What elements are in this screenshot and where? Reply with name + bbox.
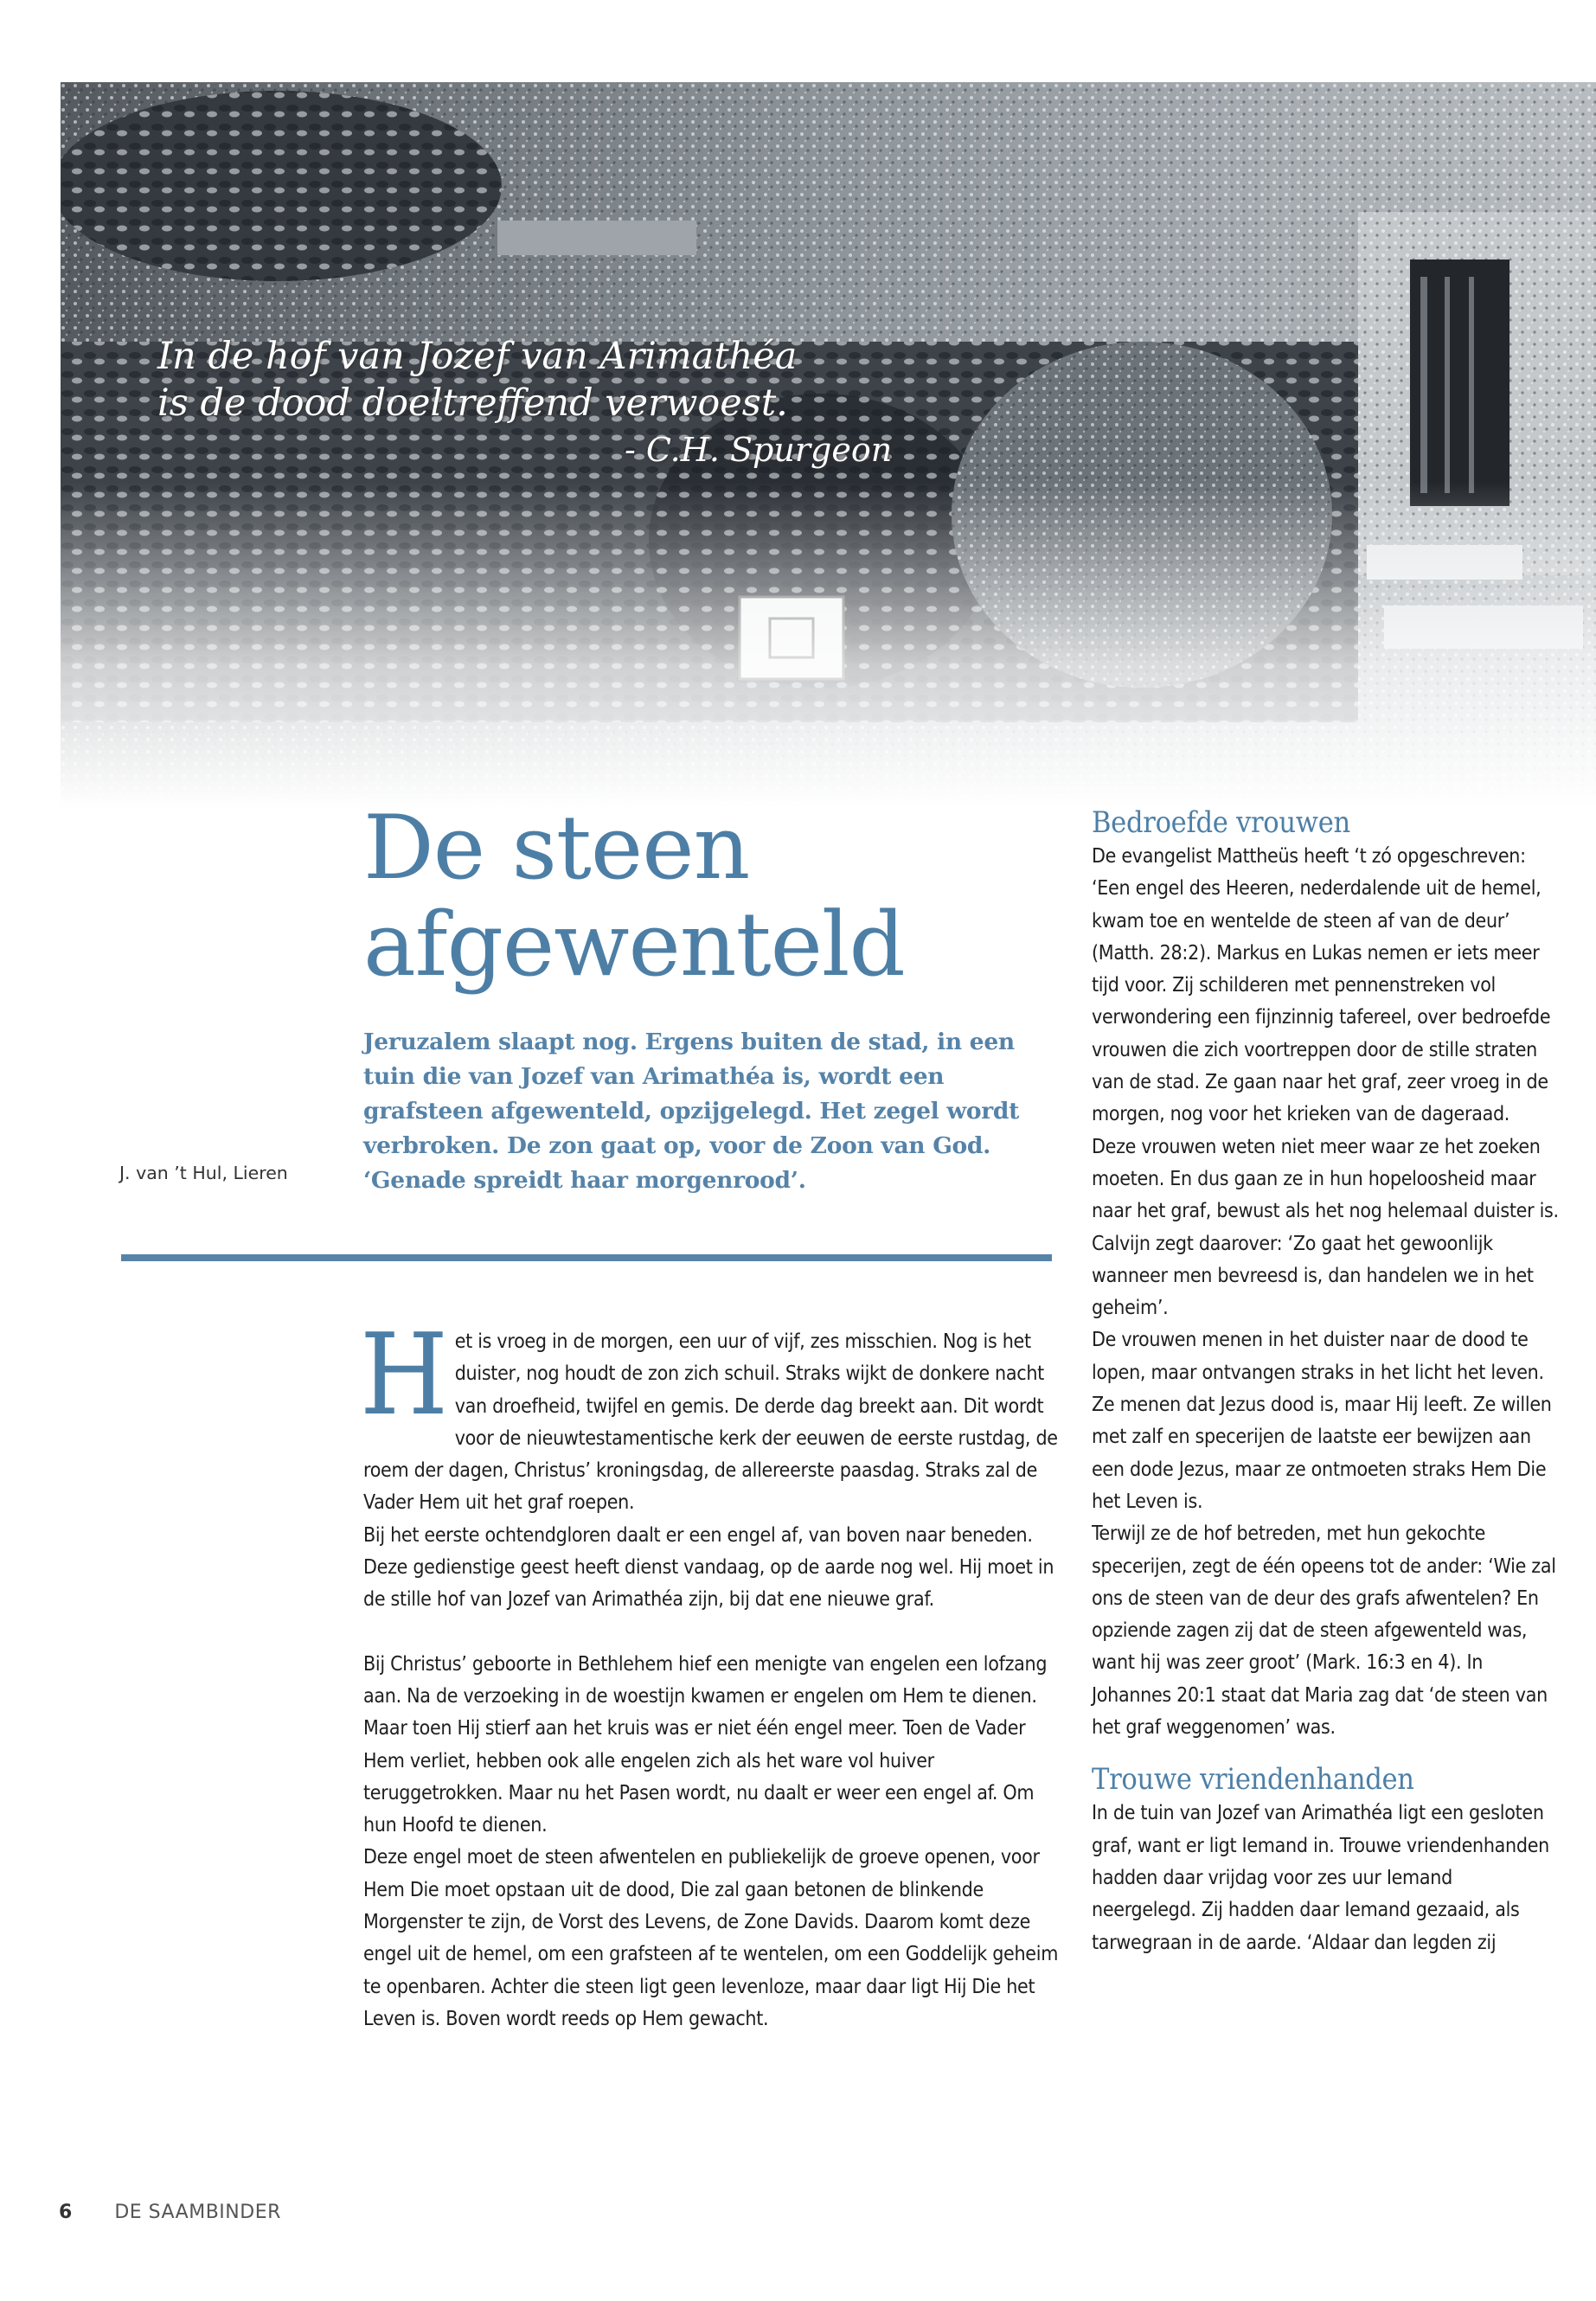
- quote-author: - C.H. Spurgeon: [625, 431, 893, 469]
- title-line-2: afgewenteld: [363, 894, 905, 997]
- subheading-trouwe-vriendenhanden: Trouwe vriendenhanden: [1092, 1762, 1414, 1798]
- header-quote: [157, 333, 936, 469]
- header-photo: [61, 82, 1596, 809]
- quote-line-2: is de dood doeltreffend verwoest.: [157, 381, 788, 425]
- body-paragraph: [360, 1309, 1064, 1520]
- body-paragraph: Bij Christus’ geboorte in Bethlehem hief een menigte van engelen een lofzang aan. Na de verzoeking in de woestijn kwamen er engelen om Hem te dienen. Maar toen Hij stierf aan het kruis was er niet één engel meer. Toen de Vader Hem verliet, hebben ook alle engelen zich als het ware vol huiver teruggetrokken. Maar nu het Pasen wordt, nu daalt er weer een engel af. Om hun Hoofd te dienen.: [363, 1652, 1048, 1837]
- subheading-bedroefde-vrouwen: Bedroefde vrouwen: [1092, 805, 1350, 840]
- article-lead: Jeruzalem slaapt nog. Ergens buiten de stad, in een tuin die van Jozef van Arimathéa is, wordt een grafsteen afgewenteld, opzijgelegd. Het zegel wordt verbroken. De zon gaat op, voor de Zoon van God. ‘Genade spreidt haar morgenrood’.: [363, 1029, 1020, 1194]
- title-line-1: De steen: [363, 797, 750, 900]
- article-title: [363, 797, 905, 997]
- paragraph-text: et is vroeg in de morgen, een uur of vijf, zes misschien. Nog is het duister, nog houdt de zon zich schuil. Straks wijkt de donkere nacht van droefheid, twijfel en gemis. De derde dag breekt aan. Dit wordt voor de nieuwtestamentische kerk der eeuwen de eerste rustdag, de roem der dagen, Christus’ kroningsdag, de allereerste paasdag. Straks zal de Vader Hem uit het graf roepen.: [363, 1330, 1058, 1515]
- body-column-right: [1092, 804, 1559, 1959]
- body-paragraph: In de tuin van Jozef van Arimathéa ligt een gesloten graf, want er ligt Iemand in. Trouwe vriendenhanden hadden daar vrijdag voor zes uur Iemand neergelegd. Zij hadden daar Iemand gezaaid, als tarwegraan in de aarde. ‘Aldaar dan legden zij: [1092, 1802, 1549, 1954]
- article-author: J. van ’t Hul, Lieren: [119, 1163, 288, 1183]
- page-footer: [59, 2202, 281, 2223]
- quote-line-1: In de hof van Jozef van Arimathéa: [157, 335, 798, 378]
- body-paragraph: De evangelist Mattheüs heeft ‘t zó opgeschreven: ‘Een engel des Heeren, nederdalende uit de hemel, kwam toe en wentelde de steen af van de deur’ (Matth. 28:2). Markus en Lukas nemen er iets meer tijd voor. Zij schilderen met pennenstreken vol verwondering een fijnzinnig tafereel, over bedroefde vrouwen die zich voortreppen door de stille straten van de stad. Ze gaan naar het graf, zeer vroeg in de morgen, nog voor het krieken van de dageraad.: [1092, 845, 1551, 1126]
- drop-cap: H: [360, 1309, 448, 1440]
- paragraph-gap: [363, 1617, 1064, 1649]
- body-paragraph: Deze vrouwen weten niet meer waar ze het zoeken moeten. En dus gaan ze in hun hopeloosheid maar naar het graf, bewust als het nog helemaal duister is. Calvijn zegt daarover: ‘Zo gaat het gewoonlijk wanneer men bevreesd is, dan handelen we in het geheim’.: [1092, 1135, 1559, 1320]
- body-column-left: [360, 1309, 1064, 2035]
- body-paragraph: Deze engel moet de steen afwentelen en publiekelijk de groeve openen, voor Hem Die moet opstaan uit de dood, Die zal gaan betonen de blinkende Morgenster te zijn, de Vorst des Levens, de Zone Davids. Daarom komt deze engel uit de hemel, om een grafsteen af te wentelen, om een Goddelijk geheim te openbaren. Achter die steen ligt geen levenloze, maar daar ligt Hij Die het Leven is. Boven wordt reeds op Hem gewacht.: [363, 1846, 1059, 2030]
- section-divider: [121, 1254, 1052, 1261]
- body-paragraph: De vrouwen menen in het duister naar de dood te lopen, maar ontvangen straks in het licht het leven. Ze menen dat Jezus dood is, maar Hij leeft. Ze willen met zalf en specerijen de laatste eer bewijzen aan een dode Jezus, maar ze ontmoeten straks Hem Die het Leven is.: [1092, 1329, 1552, 1513]
- page-number: 6: [59, 2202, 73, 2223]
- body-paragraph: Bij het eerste ochtendgloren daalt er een engel af, van boven naar beneden. Deze gedienstige geest heeft dienst vandaag, op de aarde nog wel. Hij moet in de stille hof van Jozef van Arimathéa zijn, bij dat ene nieuwe graf.: [363, 1523, 1054, 1612]
- body-paragraph: Terwijl ze de hof betreden, met hun gekochte specerijen, zegt de één opeens tot de ander: ‘Wie zal ons de steen van de deur des grafs afwentelen? En opziende zagen zij dat de steen afgewenteld was, want hij was zeer groot’ (Mark. 16:3 en 4). In Johannes 20:1 staat dat Maria zag dat ‘de steen van het graf weggenomen’ was.: [1092, 1522, 1556, 1740]
- magazine-name: DE SAAMBINDER: [114, 2202, 281, 2223]
